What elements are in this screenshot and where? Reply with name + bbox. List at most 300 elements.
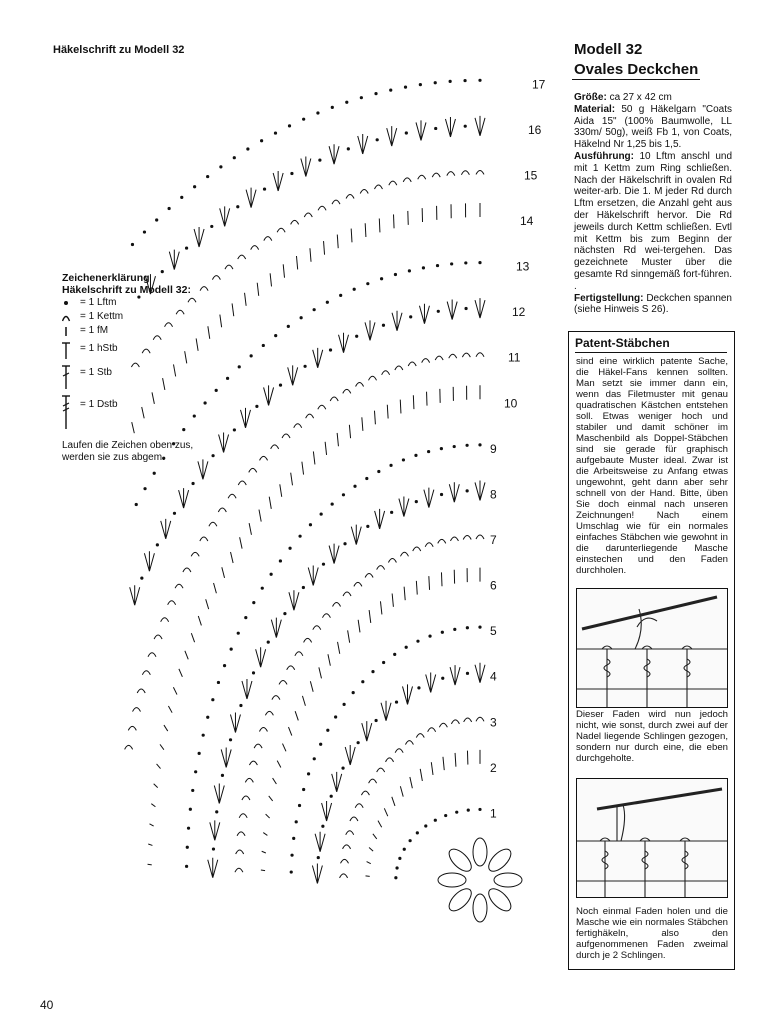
chain-dot <box>252 671 255 674</box>
chain-arc <box>343 592 351 596</box>
chain-dot <box>211 698 214 701</box>
stitch-fan <box>220 206 230 226</box>
chain-arc <box>438 539 446 543</box>
stitch-mark <box>362 417 363 431</box>
chain-dot <box>478 808 481 811</box>
chain-dot <box>173 512 176 515</box>
chain-arc <box>237 832 245 836</box>
stitch-fan <box>403 684 413 704</box>
chain-dot <box>322 563 325 566</box>
stitch-fan <box>329 144 339 164</box>
chain-arc <box>403 178 411 182</box>
stitch-mark <box>154 784 158 788</box>
chain-dot <box>424 824 427 827</box>
stitch-mark <box>416 581 417 595</box>
chain-dot <box>206 175 209 178</box>
chain-dot <box>316 111 319 114</box>
stitch-fan <box>230 712 240 732</box>
chain-dot <box>453 628 456 631</box>
stitch-fan <box>221 747 231 767</box>
chain-dot <box>229 738 232 741</box>
chain-arc <box>346 195 354 199</box>
stitch-fan <box>450 665 460 685</box>
chain-dot <box>313 757 316 760</box>
chain-arc <box>249 761 257 765</box>
chain-dot <box>143 487 146 490</box>
legend-item-kettm <box>62 310 212 324</box>
chain-dot <box>409 315 412 318</box>
chain-dot <box>466 489 469 492</box>
chain-dot <box>466 626 469 629</box>
stitch-mark <box>348 630 350 642</box>
stitch-mark <box>429 576 430 590</box>
stitch-mark <box>392 797 395 806</box>
chain-arc <box>463 535 471 539</box>
chain-dot <box>238 365 241 368</box>
round-number: 6 <box>490 578 497 593</box>
chain-dot <box>185 246 188 249</box>
chain-arc <box>218 508 226 512</box>
chain-dot <box>380 277 383 280</box>
chain-dot <box>287 325 290 328</box>
material-label: Material: <box>574 103 616 115</box>
stitch-mark <box>325 442 326 455</box>
chain-dot <box>274 334 277 337</box>
chain-arc <box>175 584 183 588</box>
legend-item-lftm <box>62 296 212 310</box>
stitch-mark <box>148 844 152 845</box>
stitch-fan <box>449 482 459 502</box>
stitch-mark <box>263 833 267 836</box>
chain-dot <box>382 661 385 664</box>
chain-arc <box>191 552 199 556</box>
legend-item-hstb <box>62 338 212 362</box>
chain-dot <box>405 646 408 649</box>
stitch-mark <box>351 229 352 243</box>
chain-arc <box>464 718 472 722</box>
stitch-mark <box>302 462 304 475</box>
chain-dot <box>464 261 467 264</box>
stitch-mark <box>282 744 286 752</box>
chain-dot <box>434 81 437 84</box>
stitch-fan <box>392 311 402 331</box>
chain-arc <box>313 626 321 630</box>
chain-arc <box>271 445 279 449</box>
chain-dot <box>215 389 218 392</box>
stitch-mark <box>160 744 164 749</box>
stitch-fan <box>301 157 311 177</box>
chain-dot <box>233 428 236 431</box>
chain-arc <box>343 845 351 849</box>
chain-arc <box>168 601 176 605</box>
legend-subtitle: Häkelschrift zu Modell 32: <box>62 284 191 296</box>
chain-dot <box>270 573 273 576</box>
round-number: 9 <box>490 441 497 456</box>
center-petal <box>438 873 466 887</box>
chain-arc <box>354 582 362 586</box>
chain-arc <box>418 175 426 179</box>
legend-title: Zeichenerklärung <box>62 272 150 284</box>
chain-dot <box>237 632 240 635</box>
stitch-mark <box>259 510 261 522</box>
chain-dot <box>450 262 453 265</box>
chain-dot <box>427 450 430 453</box>
chain-arc <box>340 874 348 878</box>
stitch-mark <box>324 241 325 255</box>
chain-dot <box>279 384 282 387</box>
chain-dot <box>428 635 431 638</box>
stitch-fan <box>381 701 391 721</box>
chain-dot <box>403 848 406 851</box>
chain-dot <box>236 205 239 208</box>
chain-arc <box>395 366 403 370</box>
model-title: Modell 32 <box>574 41 643 58</box>
stitch-mark <box>231 552 234 563</box>
chain-dot <box>300 316 303 319</box>
round-number: 10 <box>504 396 518 411</box>
stitch-mark <box>328 654 330 665</box>
chain-dot <box>252 601 255 604</box>
chain-dot <box>217 681 220 684</box>
chain-dot <box>303 365 306 368</box>
chain-arc <box>382 371 390 375</box>
stitch-fan <box>445 117 455 137</box>
chain-dot <box>135 503 138 506</box>
chain-dot <box>180 196 183 199</box>
stitch-fan <box>208 858 218 878</box>
instructions <box>574 92 732 316</box>
chart-title: Häkelschrift zu Modell 32 <box>53 44 185 56</box>
chain-arc <box>254 744 262 748</box>
chain-dot <box>478 626 481 629</box>
stitch-fan <box>179 488 189 508</box>
chain-dot <box>374 92 377 95</box>
stitch-mark <box>214 583 217 593</box>
chain-dot <box>440 447 443 450</box>
chain-arc <box>476 353 484 357</box>
chain-dot <box>405 131 408 134</box>
stitch-fan <box>312 863 322 883</box>
chain-dot <box>408 269 411 272</box>
chain-dot <box>295 820 298 823</box>
chain-arc <box>125 745 133 749</box>
chain-dot <box>444 814 447 817</box>
round-number: 2 <box>490 760 497 775</box>
round-number: 12 <box>512 305 526 320</box>
stitch-mark <box>220 315 222 328</box>
stitch-mark <box>367 862 371 864</box>
stitch-mark <box>404 587 405 601</box>
chain-arc <box>428 728 436 732</box>
chain-arc <box>287 666 295 670</box>
chain-dot <box>402 458 405 461</box>
illustration-caption-1: Dieser Faden wird nun jedoch nicht, wie sonst, durch zwei auf der Nadel liegende Schlingen gezogen, sondern nur durch eine, die eben durchgeholte. <box>576 709 728 764</box>
stitch-mark <box>387 405 388 419</box>
size-label: Größe: <box>574 92 607 103</box>
chain-dot <box>307 772 310 775</box>
stitch-fan <box>144 551 154 571</box>
round-number: 4 <box>490 669 497 684</box>
chain-dot <box>331 502 334 505</box>
material-paragraph <box>574 104 732 151</box>
chain-arc <box>355 804 363 808</box>
chain-dot <box>436 264 439 267</box>
patent-divider <box>575 352 727 353</box>
stitch-mark <box>269 497 271 509</box>
t-double-treble-icon <box>62 392 76 430</box>
chain-dot <box>434 127 437 130</box>
chain-dot <box>202 734 205 737</box>
chain-arc <box>425 543 433 547</box>
stitch-mark <box>337 235 338 249</box>
center-petal <box>445 845 475 875</box>
stitch-mark <box>273 778 277 784</box>
chain-dot <box>292 837 295 840</box>
chain-arc <box>259 727 267 731</box>
stitch-mark <box>349 425 350 438</box>
center-petal <box>494 873 522 887</box>
chain-dot <box>463 79 466 82</box>
stitch-mark <box>313 451 315 464</box>
chain-dot <box>212 847 215 850</box>
chain-dot <box>466 672 469 675</box>
stitch-fan <box>322 801 332 821</box>
stitch-fan <box>246 188 256 208</box>
legend <box>62 272 212 464</box>
stitch-mark <box>168 706 172 713</box>
chain-dot <box>131 243 134 246</box>
chain-dot <box>193 185 196 188</box>
chain-dot <box>186 846 189 849</box>
chain-arc <box>148 653 156 657</box>
chain-dot <box>230 648 233 651</box>
chain-dot <box>290 172 293 175</box>
stitch-mark <box>400 400 401 414</box>
chain-arc <box>422 359 430 363</box>
chain-dot <box>371 670 374 673</box>
chain-arc <box>154 635 162 639</box>
chain-dot <box>313 308 316 311</box>
chain-arc <box>128 726 136 730</box>
chain-arc <box>304 213 312 217</box>
patent-text: sind eine wirklich patente Sache, die Häkel-Fans kennen sollten. Man setzt sie immer dann ein, wenn das Filetmuster mit genau quadratischen Kästchen entstehen soll. Etwas weniger hoch und stabiler und damit schöner im Maschenbild als Doppel-Stäbchen sind sie gerade für graphisch aufgebaute Muster ideal. Zwar ist die Arbeitsweise zu Anfang etwas ungewohnt, geht dann aber sehr schnell von der Hand. Bitte, üben Sie doch einmal nach unseren Zeichnungen! Nach einem Umschlag wie für ein normales einfaches Stäbchen wie gewohnt in die darunterliegende Masche einstechen und den Faden durchholen. <box>576 356 728 576</box>
chain-dot <box>318 158 321 161</box>
chain-dot <box>389 464 392 467</box>
stitch-fan <box>351 525 361 545</box>
stitch-mark <box>310 681 313 691</box>
chain-dot <box>274 131 277 134</box>
round-number: 16 <box>528 122 542 137</box>
chain-dot <box>360 96 363 99</box>
chain-dot <box>419 83 422 86</box>
chain-arc <box>142 671 150 675</box>
chain-dot <box>191 789 194 792</box>
stitch-fan <box>210 820 220 840</box>
stitch-fan <box>241 408 251 428</box>
chain-dot <box>194 770 197 773</box>
chain-dot <box>309 523 312 526</box>
chain-dot <box>156 543 159 546</box>
chain-arc <box>432 173 440 177</box>
stitch-mark <box>384 808 387 816</box>
stitch-fan <box>256 647 266 667</box>
chain-dot <box>395 866 398 869</box>
stitch-fan <box>315 832 325 852</box>
chain-arc <box>318 206 326 210</box>
chain-dot <box>283 612 286 615</box>
chain-dot <box>389 88 392 91</box>
chain-arc <box>461 171 469 175</box>
legend-label: = 1 Dstb <box>80 399 118 410</box>
stitch-mark <box>369 847 373 851</box>
legend-label: = 1 Lftm <box>80 297 117 308</box>
t-half-treble-icon <box>62 338 76 360</box>
stitch-mark <box>400 786 403 796</box>
chain-dot <box>326 301 329 304</box>
stitch-mark <box>413 395 414 409</box>
chain-arc <box>272 696 280 700</box>
stitch-mark <box>410 777 412 788</box>
chain-dot <box>377 470 380 473</box>
stitch-mark <box>365 223 366 237</box>
stitch-fan <box>264 385 274 405</box>
stitch-mark <box>310 248 311 262</box>
chain-dot <box>298 804 301 807</box>
stitch-mark <box>296 256 297 269</box>
chain-dot <box>330 795 333 798</box>
stitch-fan <box>169 250 179 270</box>
chain-arc <box>183 568 191 572</box>
stitch-fan <box>194 227 204 247</box>
chain-arc <box>238 481 246 485</box>
chain-arc <box>360 189 368 193</box>
stitch-fan <box>387 126 397 146</box>
chain-dot <box>317 856 320 859</box>
chain-arc <box>388 558 396 562</box>
stitch-mark <box>245 293 247 306</box>
legend-label: = 1 hStb <box>80 343 118 354</box>
chain-dot <box>422 266 425 269</box>
chain-dot <box>329 348 332 351</box>
stitch-mark <box>369 610 371 623</box>
chain-dot <box>302 788 305 791</box>
chain-dot <box>331 106 334 109</box>
stitch-mark <box>283 264 284 277</box>
chain-dot <box>267 641 270 644</box>
stitch-fan <box>161 519 171 539</box>
chain-arc <box>369 779 377 783</box>
vertical-bar-icon <box>62 324 76 338</box>
stitch-mark <box>319 667 322 678</box>
chain-dot <box>206 716 209 719</box>
legend-note: Laufen die Zeichen oben zus, werden sie zus abgem. <box>62 440 194 463</box>
chain-dot <box>453 445 456 448</box>
stitch-mark <box>173 687 177 694</box>
chain-arc <box>295 652 303 656</box>
chain-dot <box>219 165 222 168</box>
stitch-mark <box>374 411 375 425</box>
chain-arc <box>377 768 385 772</box>
round-number: 7 <box>490 533 497 548</box>
stitch-mark <box>185 651 188 659</box>
chain-dot <box>464 307 467 310</box>
chain-arc <box>137 689 145 693</box>
stitch-fan <box>475 480 485 500</box>
chain-dot <box>455 811 458 814</box>
crochet-diagram <box>120 40 560 970</box>
dot-icon <box>62 296 76 310</box>
chain-dot <box>347 147 350 150</box>
center-petal <box>445 885 475 915</box>
stitch-fan <box>289 590 299 610</box>
chain-dot <box>404 86 407 89</box>
execution-paragraph <box>574 151 732 293</box>
stitch-mark <box>280 484 282 496</box>
stitch-fan <box>475 663 485 683</box>
stitch-mark <box>206 599 209 609</box>
chain-arc <box>369 376 377 380</box>
chain-dot <box>434 819 437 822</box>
stitch-fan <box>416 120 426 140</box>
model-subtitle: Ovales Deckchen <box>574 61 699 78</box>
chain-dot <box>143 230 146 233</box>
center-petal <box>485 885 515 915</box>
chain-arc <box>389 181 397 185</box>
arc-icon <box>62 310 76 324</box>
chain-dot <box>393 653 396 656</box>
chain-arc <box>439 723 447 727</box>
chain-arc <box>265 711 273 715</box>
chain-dot <box>321 825 324 828</box>
chain-dot <box>262 344 265 347</box>
stitch-fan <box>273 171 283 191</box>
chain-dot <box>334 715 337 718</box>
chain-arc <box>277 228 285 232</box>
chain-dot <box>353 485 356 488</box>
stitch-mark <box>257 283 258 296</box>
stitch-mark <box>338 642 340 654</box>
chain-arc <box>333 602 341 606</box>
chain-dot <box>345 101 348 104</box>
chain-arc <box>282 434 290 438</box>
chain-arc <box>361 791 369 795</box>
stitch-mark <box>392 593 393 606</box>
chain-arc <box>330 397 338 401</box>
stitch-mark <box>151 804 155 807</box>
chain-dot <box>437 310 440 313</box>
center-petal <box>473 894 487 922</box>
round-number: 3 <box>490 715 497 730</box>
chain-arc <box>161 618 169 622</box>
chain-arc <box>238 255 246 259</box>
chain-dot <box>414 454 417 457</box>
legend-label: = 1 Stb <box>80 367 112 378</box>
chain-dot <box>319 743 322 746</box>
chain-arc <box>242 796 250 800</box>
chain-dot <box>366 282 369 285</box>
stitch-fan <box>329 544 339 564</box>
chain-arc <box>416 734 424 738</box>
chain-arc <box>225 265 233 269</box>
execution-label: Ausführung: <box>574 150 634 162</box>
chain-dot <box>464 125 467 128</box>
chain-arc <box>291 220 299 224</box>
chain-dot <box>290 854 293 857</box>
stitch-mark <box>379 219 380 233</box>
chain-arc <box>306 414 314 418</box>
legend-item-fm <box>62 324 212 338</box>
stitch-mark <box>232 303 234 316</box>
